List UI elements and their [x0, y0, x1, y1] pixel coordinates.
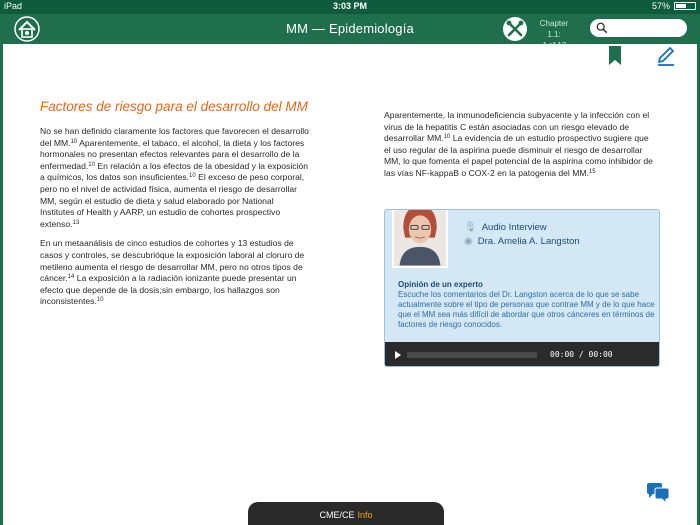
- reference-number[interactable]: 10: [70, 138, 78, 145]
- microphone-icon: 🎙: [464, 222, 477, 233]
- reference-number[interactable]: 13: [72, 219, 80, 226]
- reference-number[interactable]: 14: [67, 274, 75, 281]
- audio-interview-link[interactable]: [464, 222, 547, 233]
- status-bar: [0, 0, 700, 14]
- battery-fill: [676, 4, 686, 8]
- section-heading: Factores de riesgo para el desarrollo del MM: [40, 99, 308, 114]
- reference-number[interactable]: 10: [96, 297, 104, 304]
- right-column: [384, 110, 656, 180]
- reference-number[interactable]: 15: [588, 168, 596, 175]
- battery-percent: 57%: [651, 1, 670, 11]
- paragraph-text: Aparentemente, la inmunodeficiencia subyacente y la infección con el virus de la hepatitis C están asociadas con un riesgo elevado de desarrollar MM.: [384, 110, 650, 144]
- audio-label: Audio Interview: [481, 222, 547, 233]
- reference-number[interactable]: 10: [189, 173, 196, 180]
- player-time: 00:00 / 00:00: [550, 350, 613, 359]
- paragraph-text: Aparentemente, el tabaco, el alcohol, la dieta y los factores hormonales no presentan efectos relevantes para el desarrollo de la enfermedad.: [40, 137, 305, 171]
- chat-icon[interactable]: [645, 482, 671, 504]
- chapter-label: Chapter 1.1:: [539, 19, 569, 39]
- paragraph-text: La evidencia de un estudio prospectivo sugiere que el uso regular de la aspirina puede disminuir el riesgo de desarrollar MM, lo que fomenta el papel potencial de la aspirina como inhibidor de las vías NF-kappaB o COX-2 en la patogenia del MM.: [384, 133, 653, 178]
- paragraph-left-1: [40, 126, 310, 230]
- expert-description: Escuche los comentarios del Dr. Langston acerca de lo que se sabe actualmente sobre el tipo de personas que contrae MM y de lo que hace que el MM sea más difícil de abordar que otros cánceres en términos de factores de riesgo conocidos.: [398, 290, 655, 329]
- paragraph-text: El exceso de peso corporal, pero no el nivel de actividad física, aumenta el riesgo de desarrollar MM, según el estudio de dieta y salud elaborado por National Institutes of Health y AARP, un estudio de cohortes prospectivo extenso.: [40, 172, 305, 229]
- reference-number[interactable]: 10: [443, 134, 451, 141]
- paragraph-left-2: [40, 238, 310, 308]
- battery-status: [652, 1, 696, 11]
- search-icon: [596, 22, 608, 34]
- paragraph-text: En un metaanálisis de cinco estudios de cohortes y 13 estudios de casos y controles, se descubrióque la exposición laboral al cloruro de metileno aumenta el riesgo de desarrollar MM, pero no otros tipos de cáncer.: [40, 238, 305, 284]
- battery-icon: [674, 2, 696, 10]
- audio-interview-panel: [384, 209, 660, 367]
- status-time: 3:03 PM: [332, 1, 367, 11]
- paragraph-text: La exposición a la radiación ionizante puede presentar un efecto que depende de la dosis;sin embargo, los hallazgos son inconsistentes.: [40, 273, 297, 307]
- play-icon[interactable]: [395, 351, 401, 359]
- device-label: iPad: [4, 1, 23, 11]
- reference-number[interactable]: 10: [88, 161, 95, 168]
- cme-label: CME/CE: [319, 510, 355, 520]
- info-label: Info: [357, 510, 373, 520]
- progress-track[interactable]: [407, 352, 537, 358]
- bookmark-icon[interactable]: [608, 46, 622, 66]
- nav-bar: [0, 14, 700, 44]
- person-icon: ◉: [464, 236, 473, 247]
- audio-player: [385, 342, 660, 367]
- cme-ce-info-tab[interactable]: [248, 502, 444, 525]
- edit-icon[interactable]: [654, 44, 678, 68]
- left-column: [40, 126, 310, 316]
- paragraph-text: No se han definido claramente los factores que favorecen el desarrollo del MM.: [40, 126, 309, 148]
- portrait-image: [394, 209, 446, 266]
- speaker-name: Dra. Amelia A. Langston: [477, 236, 580, 247]
- expert-title: Opinión de un experto: [398, 280, 483, 289]
- content-page: [3, 44, 697, 525]
- search-input[interactable]: [590, 19, 687, 37]
- paragraph-right-1: [384, 110, 656, 180]
- paragraph-text: En relación a los efectos de la obesidad y la exposición a químicos, los datos son insuficientes.: [40, 160, 309, 183]
- tools-icon[interactable]: [503, 17, 527, 41]
- speaker-link[interactable]: [464, 236, 580, 247]
- page-title: MM — Epidemiología: [286, 21, 414, 36]
- speaker-photo: [392, 209, 448, 268]
